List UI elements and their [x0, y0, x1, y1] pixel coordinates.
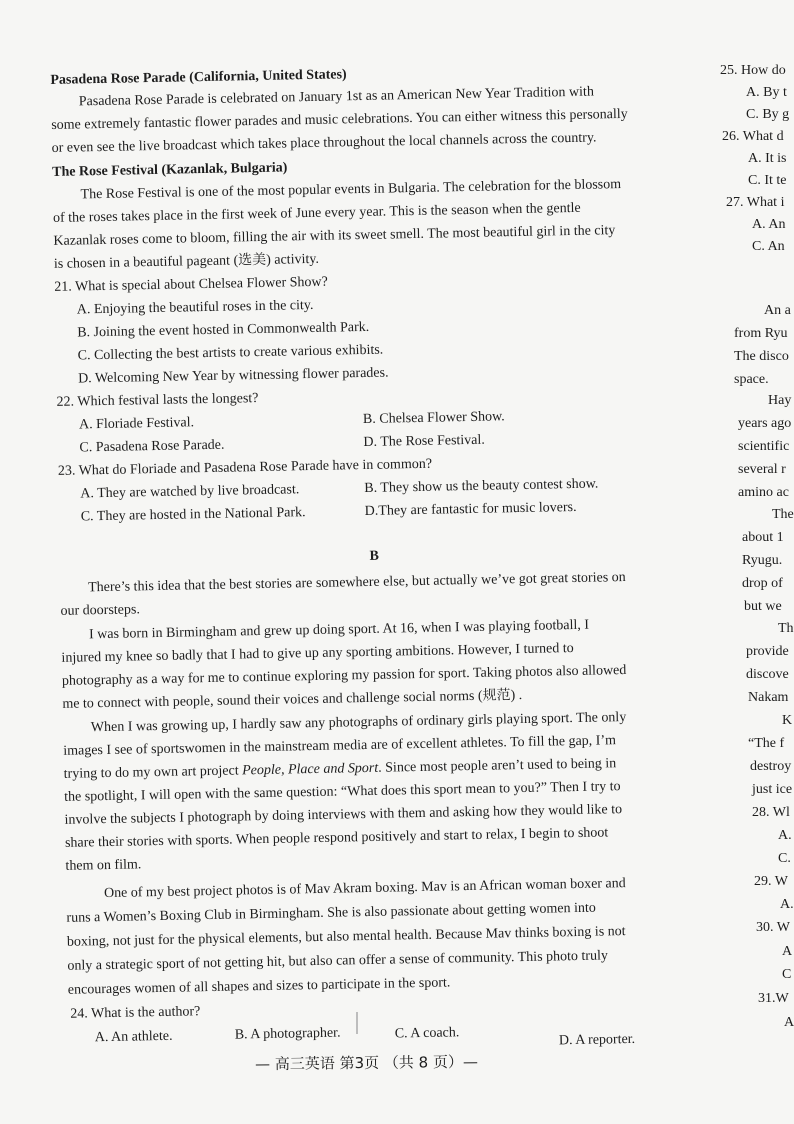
- paragraph-line: runs a Women’s Boxing Club in Birmingham. She is also passionate about getting women into: [66, 900, 596, 926]
- fragment-line: A: [784, 1015, 794, 1030]
- paragraph-line: share their stories with sports. When people respond positively and start to relax, I begin to shoot: [64, 825, 609, 851]
- option-21-a: A. Enjoying the beautiful roses in the city.: [76, 297, 314, 318]
- text-segment: trying to do my own art project: [63, 763, 243, 782]
- fragment-line: C. An: [752, 239, 785, 254]
- paragraph-line: only a strategic sport of not getting hit, but also can offer a sense of community. This photo truly: [67, 948, 609, 974]
- text-segment: . Since most people aren’t used to being in: [378, 756, 617, 776]
- paragraph-line: There’s this idea that the best stories are somewhere else, but actually we’ve got great stories on: [87, 570, 626, 596]
- fragment-line: destroy: [750, 759, 792, 774]
- paragraph-line: or even see the live broadcast which takes place throughout the local channels across the country.: [51, 130, 597, 156]
- paragraph-line: of the roses takes place in the first week of June every year. This is the season when the gentle: [52, 200, 581, 226]
- section-heading-pasadena: Pasadena Rose Parade (California, United States): [50, 67, 347, 88]
- fragment-line: about 1: [742, 530, 784, 545]
- fragment-line: drop of: [742, 576, 783, 591]
- fragment-line: but we: [744, 599, 782, 614]
- fragment-line: Hay: [768, 393, 792, 408]
- paragraph-line: When I was growing up, I hardly saw any photographs of ordinary girls playing sport. The only: [90, 710, 627, 736]
- paragraph-line: them on film.: [65, 857, 142, 874]
- paragraph-line: boxing, not just for the physical elements, but also mental health. Because Mav thinks boxing is not: [66, 924, 626, 950]
- fragment-line: A. By t: [746, 85, 787, 100]
- question-stem-24: 24. What is the author?: [70, 1004, 201, 1022]
- option-23-a: A. They are watched by live broadcast.: [80, 482, 300, 502]
- fragment-line: C. It te: [748, 173, 787, 188]
- fragment-line: The disco: [734, 349, 789, 364]
- paragraph-line: me to connect with people, sound their voices and challenge social norms (规范) .: [62, 688, 523, 712]
- paragraph-line: The Rose Festival is one of the most popular events in Bulgaria. The celebration for the blossom: [80, 177, 622, 203]
- option-24-d: D. A reporter.: [558, 1031, 636, 1049]
- paragraph-line: the spotlight, I will open with the same question: “What does this sport mean to you?” Then I try to: [64, 779, 621, 805]
- right-column-cutoff: [718, 0, 794, 1124]
- question-stem-23: 23. What do Floriade and Pasadena Rose Parade have in common?: [57, 456, 433, 479]
- fragment-line: just ice: [752, 782, 793, 797]
- fragment-line: 26. What d: [722, 129, 784, 144]
- paragraph-line: is chosen in a beautiful pageant (选美) activity.: [53, 251, 320, 272]
- fragment-line: 27. What i: [726, 195, 785, 210]
- paragraph-line: photography as a way for me to continue exploring my passion for sport. Taking photos also allowed: [61, 663, 627, 689]
- option-22-b: B. Chelsea Flower Show.: [362, 409, 505, 428]
- paragraph-line: One of my best project photos is of Mav Akram boxing. Mav is an African woman boxer and: [103, 876, 626, 902]
- paragraph-line: injured my knee so badly that I had to give up any sporting ambitions. However, I turned to: [61, 641, 574, 666]
- option-24-a: A. An athlete.: [94, 1028, 173, 1046]
- fragment-line: scientific: [738, 439, 790, 454]
- fragment-line: from Ryu: [734, 326, 788, 341]
- left-column: [48, 47, 700, 1049]
- project-title: People, Place and Sport: [242, 760, 379, 779]
- fragment-line: A.: [778, 828, 792, 843]
- paragraph-line: involve the subjects I photograph by doing interviews with them and asking how they would like to: [64, 802, 623, 828]
- option-23-c: C. They are hosted in the National Park.: [80, 505, 306, 525]
- fragment-line: A: [782, 944, 793, 959]
- section-heading-rose-festival: The Rose Festival (Kazanlak, Bulgaria): [52, 160, 288, 180]
- fragment-line: K: [782, 713, 793, 728]
- fragment-line: C.: [778, 851, 791, 866]
- question-stem-21: 21. What is special about Chelsea Flower Show?: [54, 274, 328, 295]
- fragment-line: C. By g: [746, 107, 790, 122]
- option-22-d: D. The Rose Festival.: [363, 432, 485, 451]
- section-label-b: B: [369, 548, 380, 564]
- option-21-d: D. Welcoming New Year by witnessing flower parades.: [77, 365, 389, 387]
- paragraph-line: images I see of sportswomen in the mainstream media are of excellent athletes. To fill the gap, I’m: [63, 733, 617, 759]
- page-footer: — 高三英语 第3页 （共 8 页）—: [254, 1052, 479, 1074]
- fragment-line: 29. W: [754, 874, 788, 889]
- fragment-line: space.: [734, 372, 769, 387]
- fragment-line: several r: [738, 462, 786, 477]
- fragment-line: A.: [780, 897, 794, 912]
- fragment-line: 30. W: [756, 920, 790, 935]
- fragment-line: years ago: [738, 416, 792, 431]
- option-21-c: C. Collecting the best artists to create various exhibits.: [77, 342, 384, 364]
- scan-mark: [356, 1012, 358, 1034]
- option-22-a: A. Floriade Festival.: [78, 415, 195, 433]
- option-24-c: C. A coach.: [394, 1025, 460, 1042]
- paragraph-line: our doorsteps.: [60, 602, 141, 619]
- fragment-line: A. It is: [748, 151, 787, 166]
- option-23-b: B. They show us the beauty contest show.: [364, 476, 599, 497]
- fragment-line: amino ac: [738, 485, 789, 500]
- fragment-line: discove: [746, 667, 789, 682]
- fragment-line: Th: [778, 621, 794, 636]
- paragraph-line: Kazanlak roses come to bloom, filling the air with its sweet smell. The most beautiful girl in the city: [53, 223, 616, 249]
- fragment-line: A. An: [752, 217, 786, 232]
- fragment-line: Nakam: [748, 690, 789, 705]
- paragraph-line: encourages women of all shapes and sizes to participate in the sport.: [67, 975, 451, 998]
- option-21-b: B. Joining the event hosted in Commonwealth Park.: [77, 319, 370, 341]
- fragment-line: Ryugu.: [742, 553, 783, 568]
- paragraph-line: some extremely fantastic flower parades and music celebrations. You can either witness this personally: [51, 106, 628, 133]
- option-24-b: B. A photographer.: [234, 1025, 341, 1043]
- fragment-line: 25. How do: [720, 63, 786, 78]
- paragraph-line: I was born in Birmingham and grew up doing sport. At 16, when I was playing football, I: [88, 617, 590, 643]
- fragment-line: The: [772, 507, 794, 522]
- paragraph-line: Pasadena Rose Parade is celebrated on January 1st as an American New Year Tradition with: [78, 84, 595, 110]
- fragment-line: 31.W: [758, 991, 789, 1006]
- option-23-d: D.They are fantastic for music lovers.: [364, 499, 577, 520]
- fragment-line: C: [782, 967, 792, 982]
- option-22-c: C. Pasadena Rose Parade.: [79, 437, 225, 456]
- fragment-line: 28. Wl: [752, 805, 790, 820]
- fragment-line: provide: [746, 644, 789, 659]
- fragment-line: An a: [764, 303, 791, 318]
- fragment-line: “The f: [748, 736, 785, 751]
- question-stem-22: 22. Which festival lasts the longest?: [56, 391, 259, 410]
